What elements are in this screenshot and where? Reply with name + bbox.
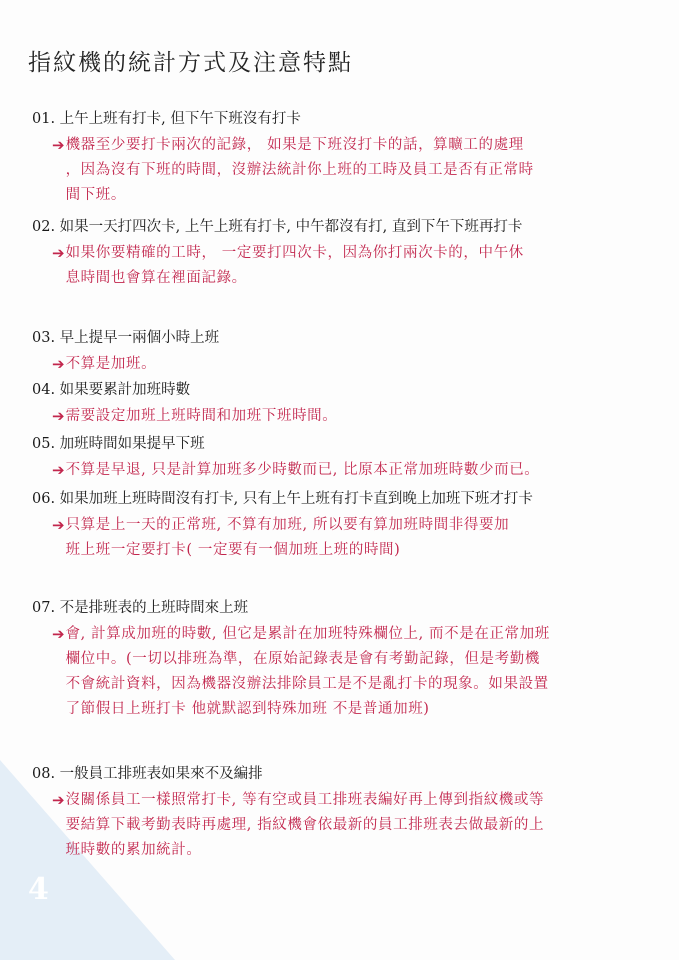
answer-line: 了節假日上班打卡 他就默認到特殊加班 不是普通加班) [65,701,430,717]
faq-question: 06. 如果加班上班時間沒有打卡, 只有上午上班有打卡直到晚上加班下班才打卡 [32,491,533,507]
answer-line: 要結算下載考勤表時再處理, 指紋機會依最新的員工排班表去做最新的上 [65,817,545,833]
answer-line: 需要設定加班上班時間和加班下班時間。 [65,408,338,424]
faq-question: 01. 上午上班有打卡, 但下午下班沒有打卡 [32,111,301,127]
faq-item-02 [32,215,657,291]
answer-line: ，因為沒有下班的時間，沒辦法統計你上班的工時及員工是否有正常時 [65,162,534,178]
faq-item-05 [32,432,657,483]
answer-line: 班時數的累加統計。 [65,842,202,858]
faq-answer [32,513,657,563]
page-title: 指紋機的統計方式及注意特點 [28,50,353,76]
arrow-right-icon: ➔ [52,136,65,154]
faq-question: 08. 一般員工排班表如果來不及編排 [32,766,263,782]
faq-answer [32,404,657,429]
faq-item-01 [32,107,657,208]
faq-answer [32,352,657,377]
arrow-right-icon: ➔ [52,791,65,809]
answer-line: 不算是加班。 [65,356,157,372]
answer-line: 班上班一定要打卡( 一定要有一個加班上班的時間) [65,542,401,558]
faq-question: 02. 如果一天打四次卡, 上午上班有打卡, 中午都沒有打, 直到下午下班再打卡 [32,219,523,235]
faq-item-04 [32,378,657,429]
faq-answer [32,622,657,722]
faq-question: 05. 加班時間如果提早下班 [32,436,205,452]
arrow-right-icon: ➔ [52,355,65,373]
arrow-right-icon: ➔ [52,244,65,262]
page-number: 4 [28,872,49,907]
answer-line: 只算是上一天的正常班, 不算有加班, 所以要有算加班時間非得要加 [65,517,510,533]
faq-item-07 [32,596,657,722]
faq-question: 04. 如果要累計加班時數 [32,382,191,398]
answer-line: 不算是早退, 只是計算加班多少時數而已, 比原本正常加班時數少而已。 [65,462,540,478]
faq-answer [32,241,657,291]
arrow-right-icon: ➔ [52,407,65,425]
answer-line: 間下班。 [65,187,126,203]
faq-question: 07. 不是排班表的上班時間來上班 [32,600,249,616]
answer-line: 如果你要精確的工時， 一定要打四次卡，因為你打兩次卡的，中午休 [65,245,524,261]
faq-question: 03. 早上提早一兩個小時上班 [32,330,220,346]
answer-line: 息時間也會算在裡面記錄。 [65,270,247,286]
answer-line: 不會統計資料，因為機器沒辦法排除員工是不是亂打卡的現象。如果設置 [65,676,549,692]
arrow-right-icon: ➔ [52,625,65,643]
answer-line: 會, 計算成加班的時數, 但它是累計在加班特殊欄位上, 而不是在正常加班 [65,626,550,642]
faq-item-06 [32,487,657,563]
arrow-right-icon: ➔ [52,516,65,534]
arrow-right-icon: ➔ [52,461,65,479]
answer-line: 機器至少要打卡兩次的記錄， 如果是下班沒打卡的話，算曠工的處理 [65,137,524,153]
faq-answer [32,458,657,483]
answer-line: 沒關係員工一樣照常打卡, 等有空或員工排班表編好再上傳到指紋機或等 [65,792,545,808]
faq-item-08 [32,762,657,863]
faq-answer [32,788,657,863]
faq-answer [32,133,657,208]
faq-item-03 [32,326,657,377]
answer-line: 欄位中。(一切以排班為準，在原始記錄表是會有考勤記錄，但是考勤機 [65,651,540,667]
